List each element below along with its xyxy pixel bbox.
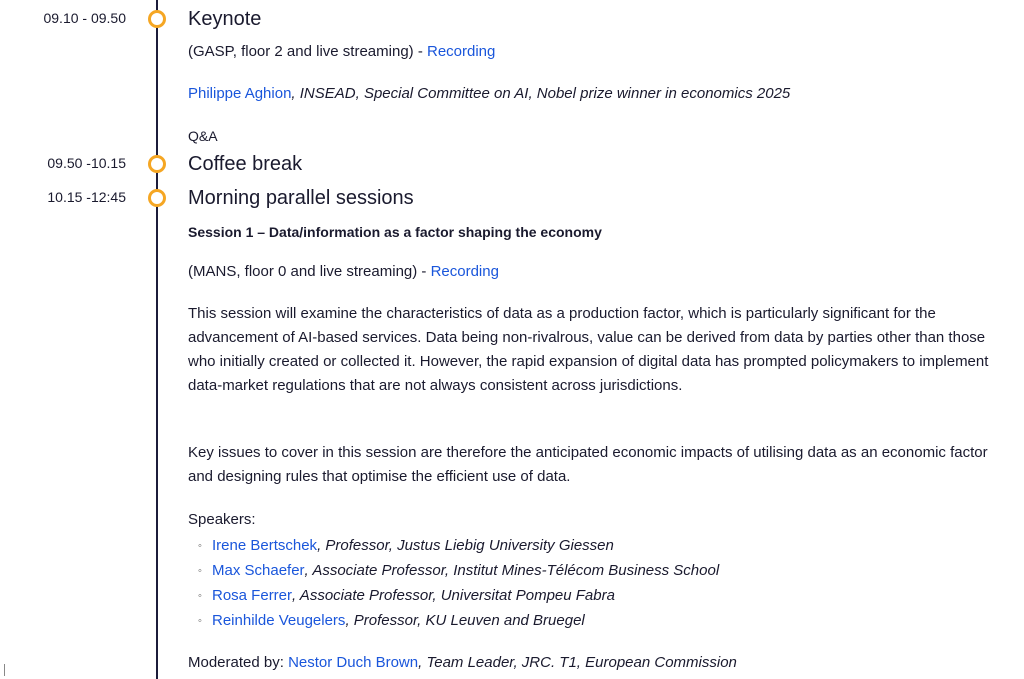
morning-title: Morning parallel sessions [188,187,414,209]
timeline-dot-coffee [148,155,166,173]
timeline-dot-morning [148,189,166,207]
speaker-item [212,559,719,583]
speaker-link[interactable]: Reinhilde Veugelers [212,612,346,629]
keynote-speaker-role: , INSEAD, Special Committee on AI, Nobel prize winner in economics 2025 [291,85,791,102]
morning-time: 10.15 -12:45 [47,189,126,205]
session-location-text: (MANS, floor 0 and live streaming) - [188,263,431,280]
moderator-link[interactable]: Nestor Duch Brown [288,654,419,671]
speaker-item [212,534,614,558]
session-description: This session will examine the characteristics of data as a production factor, which is particularly significant for the advancement of AI-based services. Data being non-rivalrous, value can be derived from data by parties other than those who initially created or collected it. However, the rapid expansion of digital data has prompted policymakers to implement data-market regulations that are not always consistent across jurisdictions. [188,305,989,394]
speaker-role: , Associate Professor, Universitat Pompeu Fabra [292,587,615,604]
moderator-role: , Team Leader, JRC. T1, European Commission [418,654,737,671]
speaker-role: , Associate Professor, Institut Mines-Télécom Business School [304,562,720,579]
timeline-line [156,0,158,679]
moderator-line [188,651,737,675]
speaker-link[interactable]: Max Schaefer [212,562,305,579]
keynote-title: Keynote [188,8,262,30]
session-location [188,260,499,284]
speaker-role: , Professor, Justus Liebig University Giessen [317,537,614,554]
coffee-title: Coffee break [188,153,303,175]
session-key-issues: Key issues to cover in this session are therefore the anticipated economic impacts of utilising data as an economic factor and designing rules that optimise the efficient use of data. [188,444,988,485]
moderated-label: Moderated by: [188,654,289,671]
speaker-item [212,584,615,608]
timeline-dot-keynote [148,10,166,28]
keynote-location-text: (GASP, floor 2 and live streaming) - [188,43,427,60]
coffee-time: 09.50 -10.15 [47,155,126,171]
keynote-speaker-link[interactable]: Philippe Aghion [188,85,292,102]
speakers-label: Speakers: [188,511,256,528]
session-recording-link[interactable]: Recording [430,263,499,280]
session-title: Session 1 – Data/information as a factor shaping the economy [188,224,602,240]
scroll-edge-mark [4,664,5,676]
speaker-item [212,609,585,633]
keynote-qa: Q&A [188,128,218,144]
speaker-link[interactable]: Rosa Ferrer [212,587,293,604]
keynote-location [188,40,495,64]
speaker-role: , Professor, KU Leuven and Bruegel [345,612,585,629]
keynote-recording-link[interactable]: Recording [427,43,496,60]
keynote-speaker [188,82,790,106]
keynote-time: 09.10 - 09.50 [43,10,126,26]
speaker-link[interactable]: Irene Bertschek [212,537,318,554]
